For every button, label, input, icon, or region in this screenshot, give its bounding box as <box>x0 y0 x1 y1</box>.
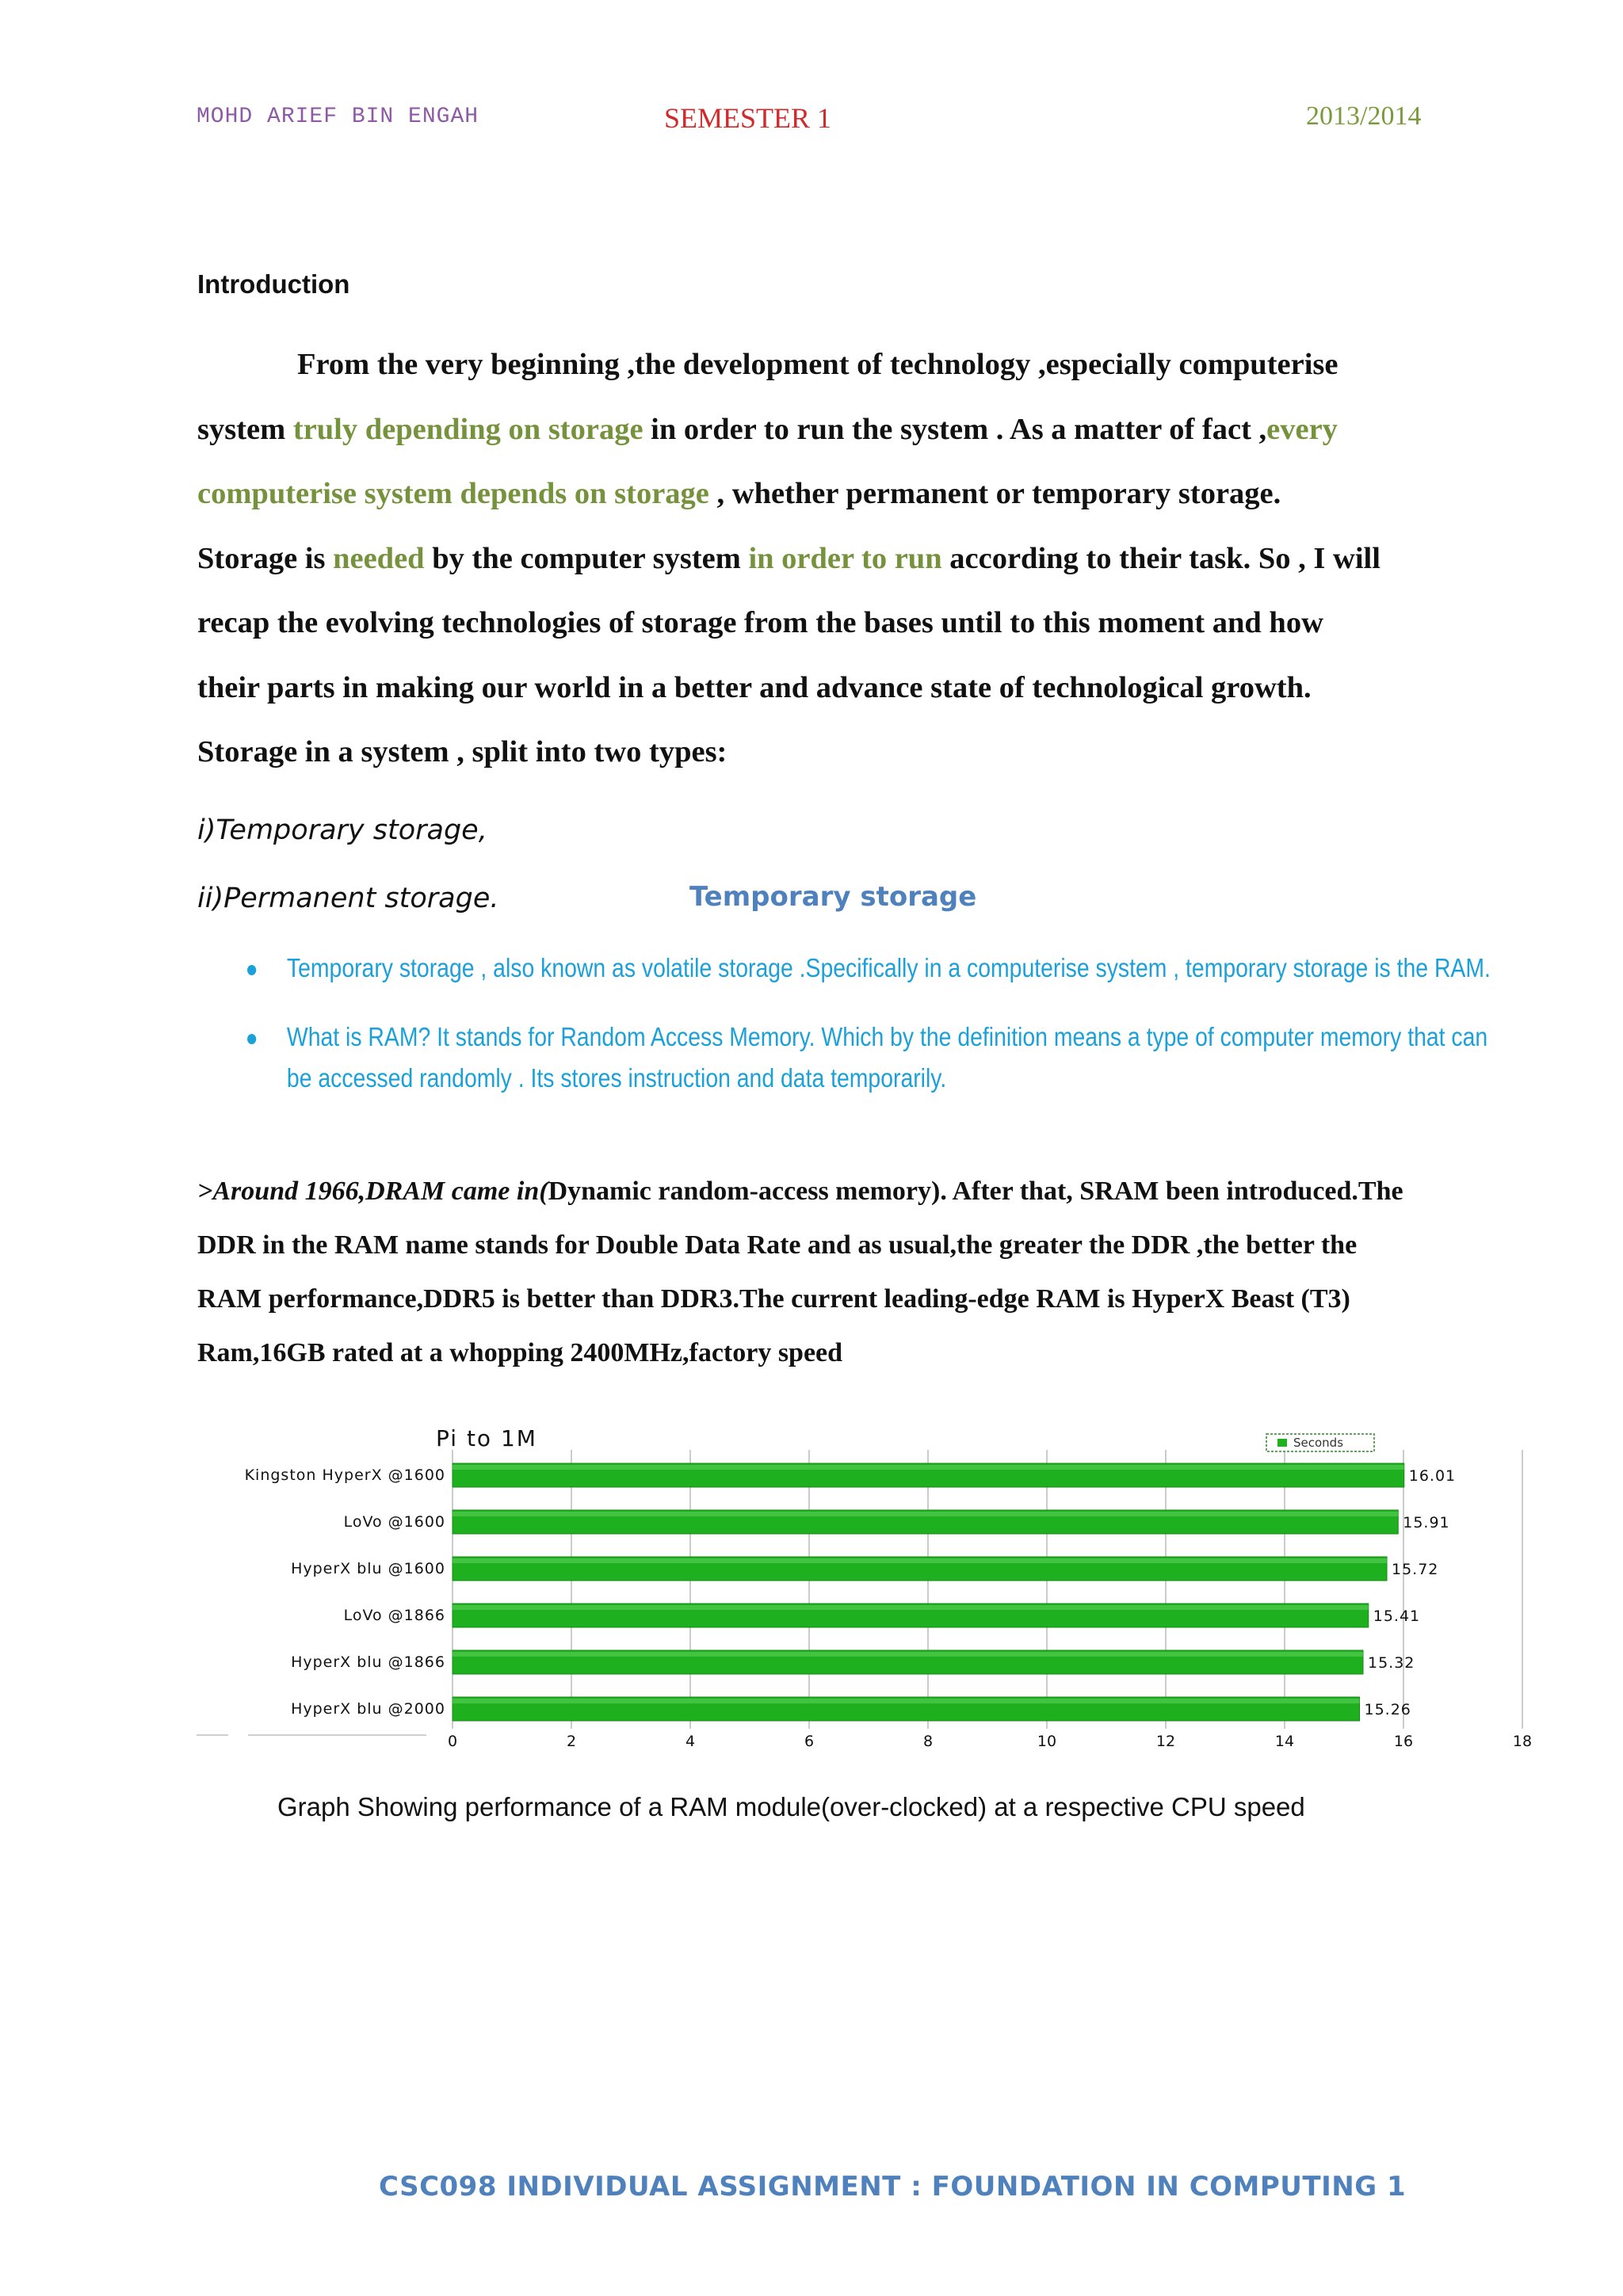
intro-line-1: From the very beginning ,the development of technology ,especially computerise <box>297 348 1338 381</box>
x-tick-label: 18 <box>1512 1733 1533 1750</box>
dram-text: Dynamic random-access memory). After that, SRAM been introduced.The <box>548 1177 1403 1206</box>
temporary-storage-heading: Temporary storage <box>689 881 977 913</box>
intro-line-2 <box>197 398 1449 463</box>
chart-title: Pi to 1M <box>436 1425 537 1451</box>
bullet-icon <box>247 965 256 975</box>
intro-text: in order to run the system . As a matter of fact , <box>643 412 1267 446</box>
list-item <box>238 1016 1507 1099</box>
bullet-icon <box>247 1034 256 1044</box>
dram-line-4: Ram,16GB rated at a whopping 2400MHz,factory speed <box>197 1338 843 1367</box>
intro-text: Storage is <box>197 541 334 575</box>
bar-highlight <box>453 1558 1387 1563</box>
x-tick-label: 8 <box>922 1733 934 1750</box>
semester-label: SEMESTER 1 <box>664 102 832 134</box>
x-tick-label: 0 <box>447 1733 458 1750</box>
category-label: HyperX blu @2000 <box>291 1700 445 1718</box>
chart-caption: Graph Showing performance of a RAM module(over-clocked) at a respective CPU speed <box>277 1792 1305 1821</box>
data-label: 15.32 <box>1368 1654 1415 1672</box>
list-item <box>238 948 1507 989</box>
bullet-text: Temporary storage , also known as volatile storage .Specifically in a computerise system , temporary storage is the RAM. <box>286 953 1491 982</box>
data-label: 15.91 <box>1403 1514 1450 1531</box>
intro-highlight: in order to run <box>748 541 942 575</box>
intro-highlight: needed <box>333 541 425 575</box>
legend-swatch <box>1277 1439 1287 1447</box>
author-name: MOHD ARIEF BIN ENGAH <box>197 105 479 129</box>
intro-line-5: recap the evolving technologies of storage from the bases until to this moment and how <box>197 606 1323 639</box>
dram-italic-text: >Around 1966,DRAM came in( <box>197 1177 548 1206</box>
ram-bullet-list <box>238 948 1491 1127</box>
bar-highlight <box>453 1652 1363 1657</box>
bar-highlight <box>453 1512 1398 1516</box>
x-tick-label: 16 <box>1393 1733 1414 1750</box>
category-label: LoVo @1600 <box>343 1513 445 1531</box>
intro-text: system <box>197 412 293 446</box>
category-label: LoVo @1866 <box>343 1607 445 1624</box>
intro-text: by the computer system <box>424 541 749 575</box>
storage-type-permanent: ii)Permanent storage. <box>197 883 499 914</box>
x-tick-label: 6 <box>804 1733 815 1750</box>
session-year: 2013/2014 <box>1306 101 1422 131</box>
dram-line-2: DDR in the RAM name stands for Double Data Rate and as usual,the greater the DDR ,the better the <box>197 1230 1358 1260</box>
x-tick-label: 2 <box>566 1733 577 1750</box>
dram-line-3: RAM performance,DDR5 is better than DDR3.The current leading-edge RAM is HyperX Beast (T3) <box>197 1284 1350 1314</box>
intro-line-7: Storage in a system , split into two types: <box>197 735 727 769</box>
intro-line-4 <box>197 527 1449 592</box>
data-label: 15.72 <box>1392 1561 1439 1578</box>
intro-text: , whether permanent or temporary storage. <box>708 477 1281 510</box>
intro-paragraph <box>197 333 1449 785</box>
intro-line-6: their parts in making our world in a better and advance state of technological growth. <box>197 670 1312 704</box>
dram-paragraph <box>197 1165 1465 1380</box>
category-label: HyperX blu @1866 <box>291 1653 445 1671</box>
legend-label: Seconds <box>1293 1436 1344 1450</box>
bar-highlight <box>453 1699 1360 1703</box>
category-label: Kingston HyperX @1600 <box>244 1466 445 1484</box>
data-label: 15.26 <box>1364 1701 1411 1718</box>
intro-text: according to their task. So , I will <box>941 541 1381 575</box>
x-tick-label: 10 <box>1037 1733 1057 1750</box>
ram-performance-chart <box>197 1418 1544 1751</box>
storage-type-temporary: i)Temporary storage, <box>197 814 487 846</box>
data-label: 15.41 <box>1373 1608 1421 1625</box>
bullet-text: What is RAM? It stands for Random Access Memory. Which by the definition means a type of computer memory that can be accessed randomly . Its stores instruction and data temporarily. <box>286 1022 1488 1093</box>
intro-highlight: computerise system depends on storage <box>197 477 709 510</box>
page-footer: CSC098 INDIVIDUAL ASSIGNMENT : FOUNDATION IN COMPUTING 1 <box>379 2171 1407 2203</box>
intro-highlight: truly depending on storage <box>292 412 643 446</box>
x-tick-label: 12 <box>1155 1733 1176 1750</box>
intro-line-3 <box>197 462 1449 527</box>
chart-svg <box>197 1418 1544 1751</box>
x-tick-label: 4 <box>685 1733 696 1750</box>
bar-highlight <box>453 1605 1369 1610</box>
section-title: Introduction <box>197 269 350 299</box>
bar-highlight <box>453 1465 1404 1470</box>
x-tick-label: 14 <box>1274 1733 1295 1750</box>
intro-highlight: every <box>1266 412 1338 446</box>
data-label: 16.01 <box>1408 1467 1457 1485</box>
category-label: HyperX blu @1600 <box>291 1560 445 1577</box>
dram-line-1 <box>197 1165 1465 1219</box>
